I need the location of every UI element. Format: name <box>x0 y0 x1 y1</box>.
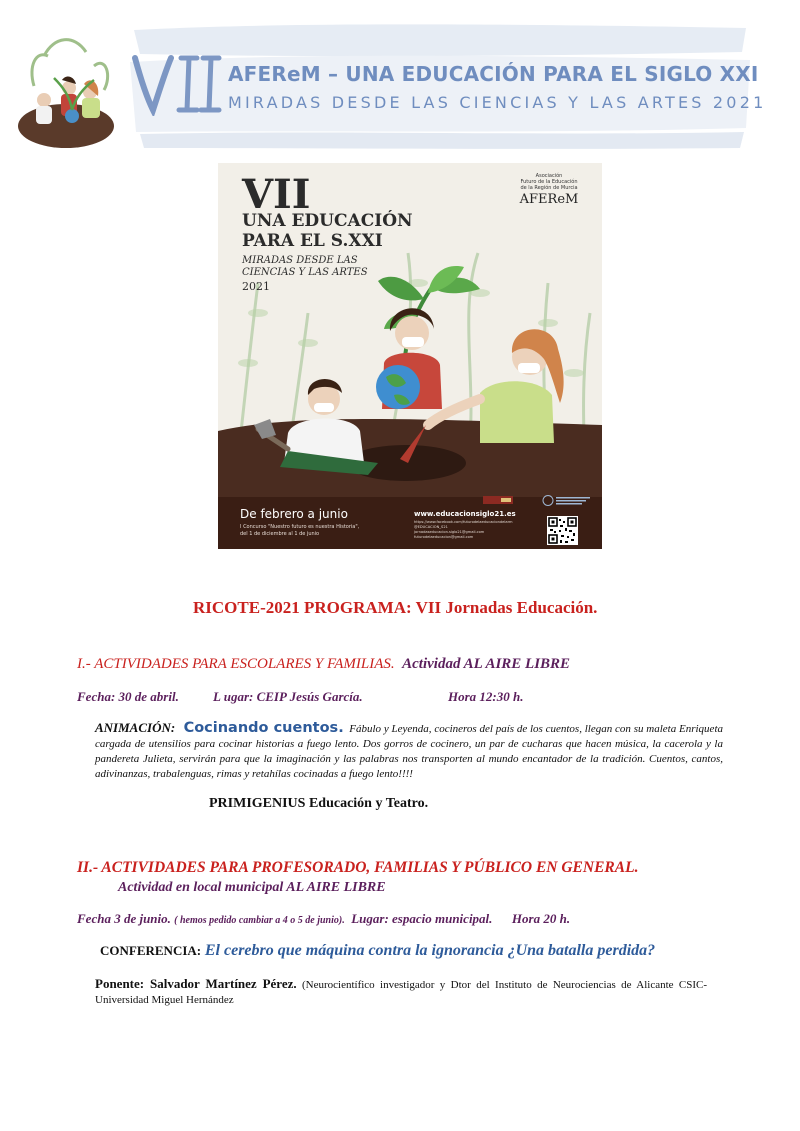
speaker-details: (Neurocientífico investigador y Dtor del Instituto de Neurociencias de Alicante CSIC-Universidad Miguel Hernández <box>95 979 708 1006</box>
section2-heading: II.- ACTIVIDADES PARA PROFESORADO, FAMILIAS Y PÚBLICO EN GENERAL. <box>77 859 639 876</box>
conference-label: CONFERENCIA: <box>100 943 202 958</box>
section1-meta <box>77 689 523 705</box>
section1-fecha: Fecha: 30 de abril. <box>77 689 179 704</box>
event-poster <box>218 163 602 549</box>
section2-fecha: Fecha 3 de junio. <box>77 911 171 926</box>
poster-title-line1: UNA EDUCACIÓN <box>242 211 413 231</box>
banner-subtitle: MIRADAS DESDE LAS CIENCIAS Y LAS ARTES 2021 <box>228 93 767 112</box>
section2-meta <box>77 911 570 927</box>
animation-title: Cocinando cuentos. <box>183 720 344 736</box>
banner-title: AFEReM – UNA EDUCACIÓN PARA EL SIGLO XXI <box>228 62 759 86</box>
header-banner <box>0 0 800 165</box>
university-logo-icon <box>542 494 592 507</box>
section2-subheading: Actividad en local municipal AL AIRE LIBRE <box>118 880 386 895</box>
poster-miradas-line1: MIRADAS DESDE LAS <box>242 255 358 266</box>
conference-title: El cerebro que máquina contra la ignorancia ¿Una batalla perdida? <box>204 942 656 959</box>
program-title: RICOTE-2021 PROGRAMA: VII Jornadas Educación. <box>193 598 598 617</box>
qr-code-icon <box>547 516 578 545</box>
roman-numeral-logo <box>131 52 223 116</box>
poster-year: 2021 <box>242 280 270 293</box>
poster-contacts <box>414 520 512 540</box>
section1-heading-extra: Actividad AL AIRE LIBRE <box>402 656 571 672</box>
conference-line <box>100 942 655 960</box>
poster-contact-line: @EDUCACION_S21 <box>414 525 448 529</box>
speaker-paragraph <box>95 976 707 1008</box>
poster-miradas-line2: CIENCIAS Y LAS ARTES <box>242 267 368 278</box>
section1-heading-text: I.- ACTIVIDADES PARA ESCOLARES Y FAMILIAS. <box>77 656 395 672</box>
poster-dates: De febrero a junio <box>240 507 348 521</box>
poster-assoc-line1: Asociación <box>535 173 563 179</box>
children-planting-illustration <box>14 26 118 152</box>
institution-logo-icon <box>483 495 513 505</box>
animation-label: ANIMACIÓN: <box>95 720 176 735</box>
animation-text: Fábulo y Leyenda, cocineros del país de los cuentos, llegan con su maleta Enriqueta cargada de utensilios para cocinar historias a fuego lento. Dos gorros de cocinero, un par de cucharas que hacen música, la cacerola y la pandereta Julieta, servirán para que la imaginación y las palabras nos transporten al mundo encantador de la tradición. Cuentos, cantos, adivinanzas, trabalenguas, rimas y retahílas cocinadas a fuego lento!!!! <box>95 723 723 780</box>
poster-assoc-line2: Futuro de la Educación <box>520 179 578 185</box>
animation-paragraph <box>95 720 723 782</box>
poster-contact-line: jornadaseducacion.siglo21@gmail.com <box>414 530 485 534</box>
poster-title-line2: PARA EL S.XXI <box>242 231 383 251</box>
poster-website: www.educacionsiglo21.es <box>414 510 516 518</box>
speaker-name: Ponente: Salvador Martínez Pérez. <box>95 976 297 991</box>
section1-lugar: L ugar: CEIP Jesús García. <box>213 689 363 704</box>
poster-roman: VII <box>242 171 311 218</box>
poster-contact-line: https://www.facebook.com/futurodelaeducaciondelarm <box>414 520 513 524</box>
section2-hora: Hora 20 h. <box>511 911 571 926</box>
brush-stroke-background <box>130 22 750 150</box>
company-name: PRIMIGENIUS Educación y Teatro. <box>209 796 429 811</box>
poster-concurso-line2: del 1 de diciembre al 1 de junio <box>240 531 320 537</box>
section2-lugar: Lugar: espacio municipal. <box>351 911 493 926</box>
poster-concurso-line1: I Concurso "Nuestro futuro es nuestra Historia", <box>240 524 360 530</box>
poster-contact-line: futurodelaeducacion@gmail.com <box>414 535 474 539</box>
section1-hora: Hora 12:30 h. <box>448 689 524 704</box>
section2-fecha-note: ( hemos pedido cambiar a 4 o 5 de junio). <box>174 915 345 926</box>
poster-assoc-line3: de la Región de Murcia <box>520 185 578 191</box>
poster-assoc-name: AFEReM <box>519 192 579 207</box>
section1-heading <box>77 656 570 673</box>
